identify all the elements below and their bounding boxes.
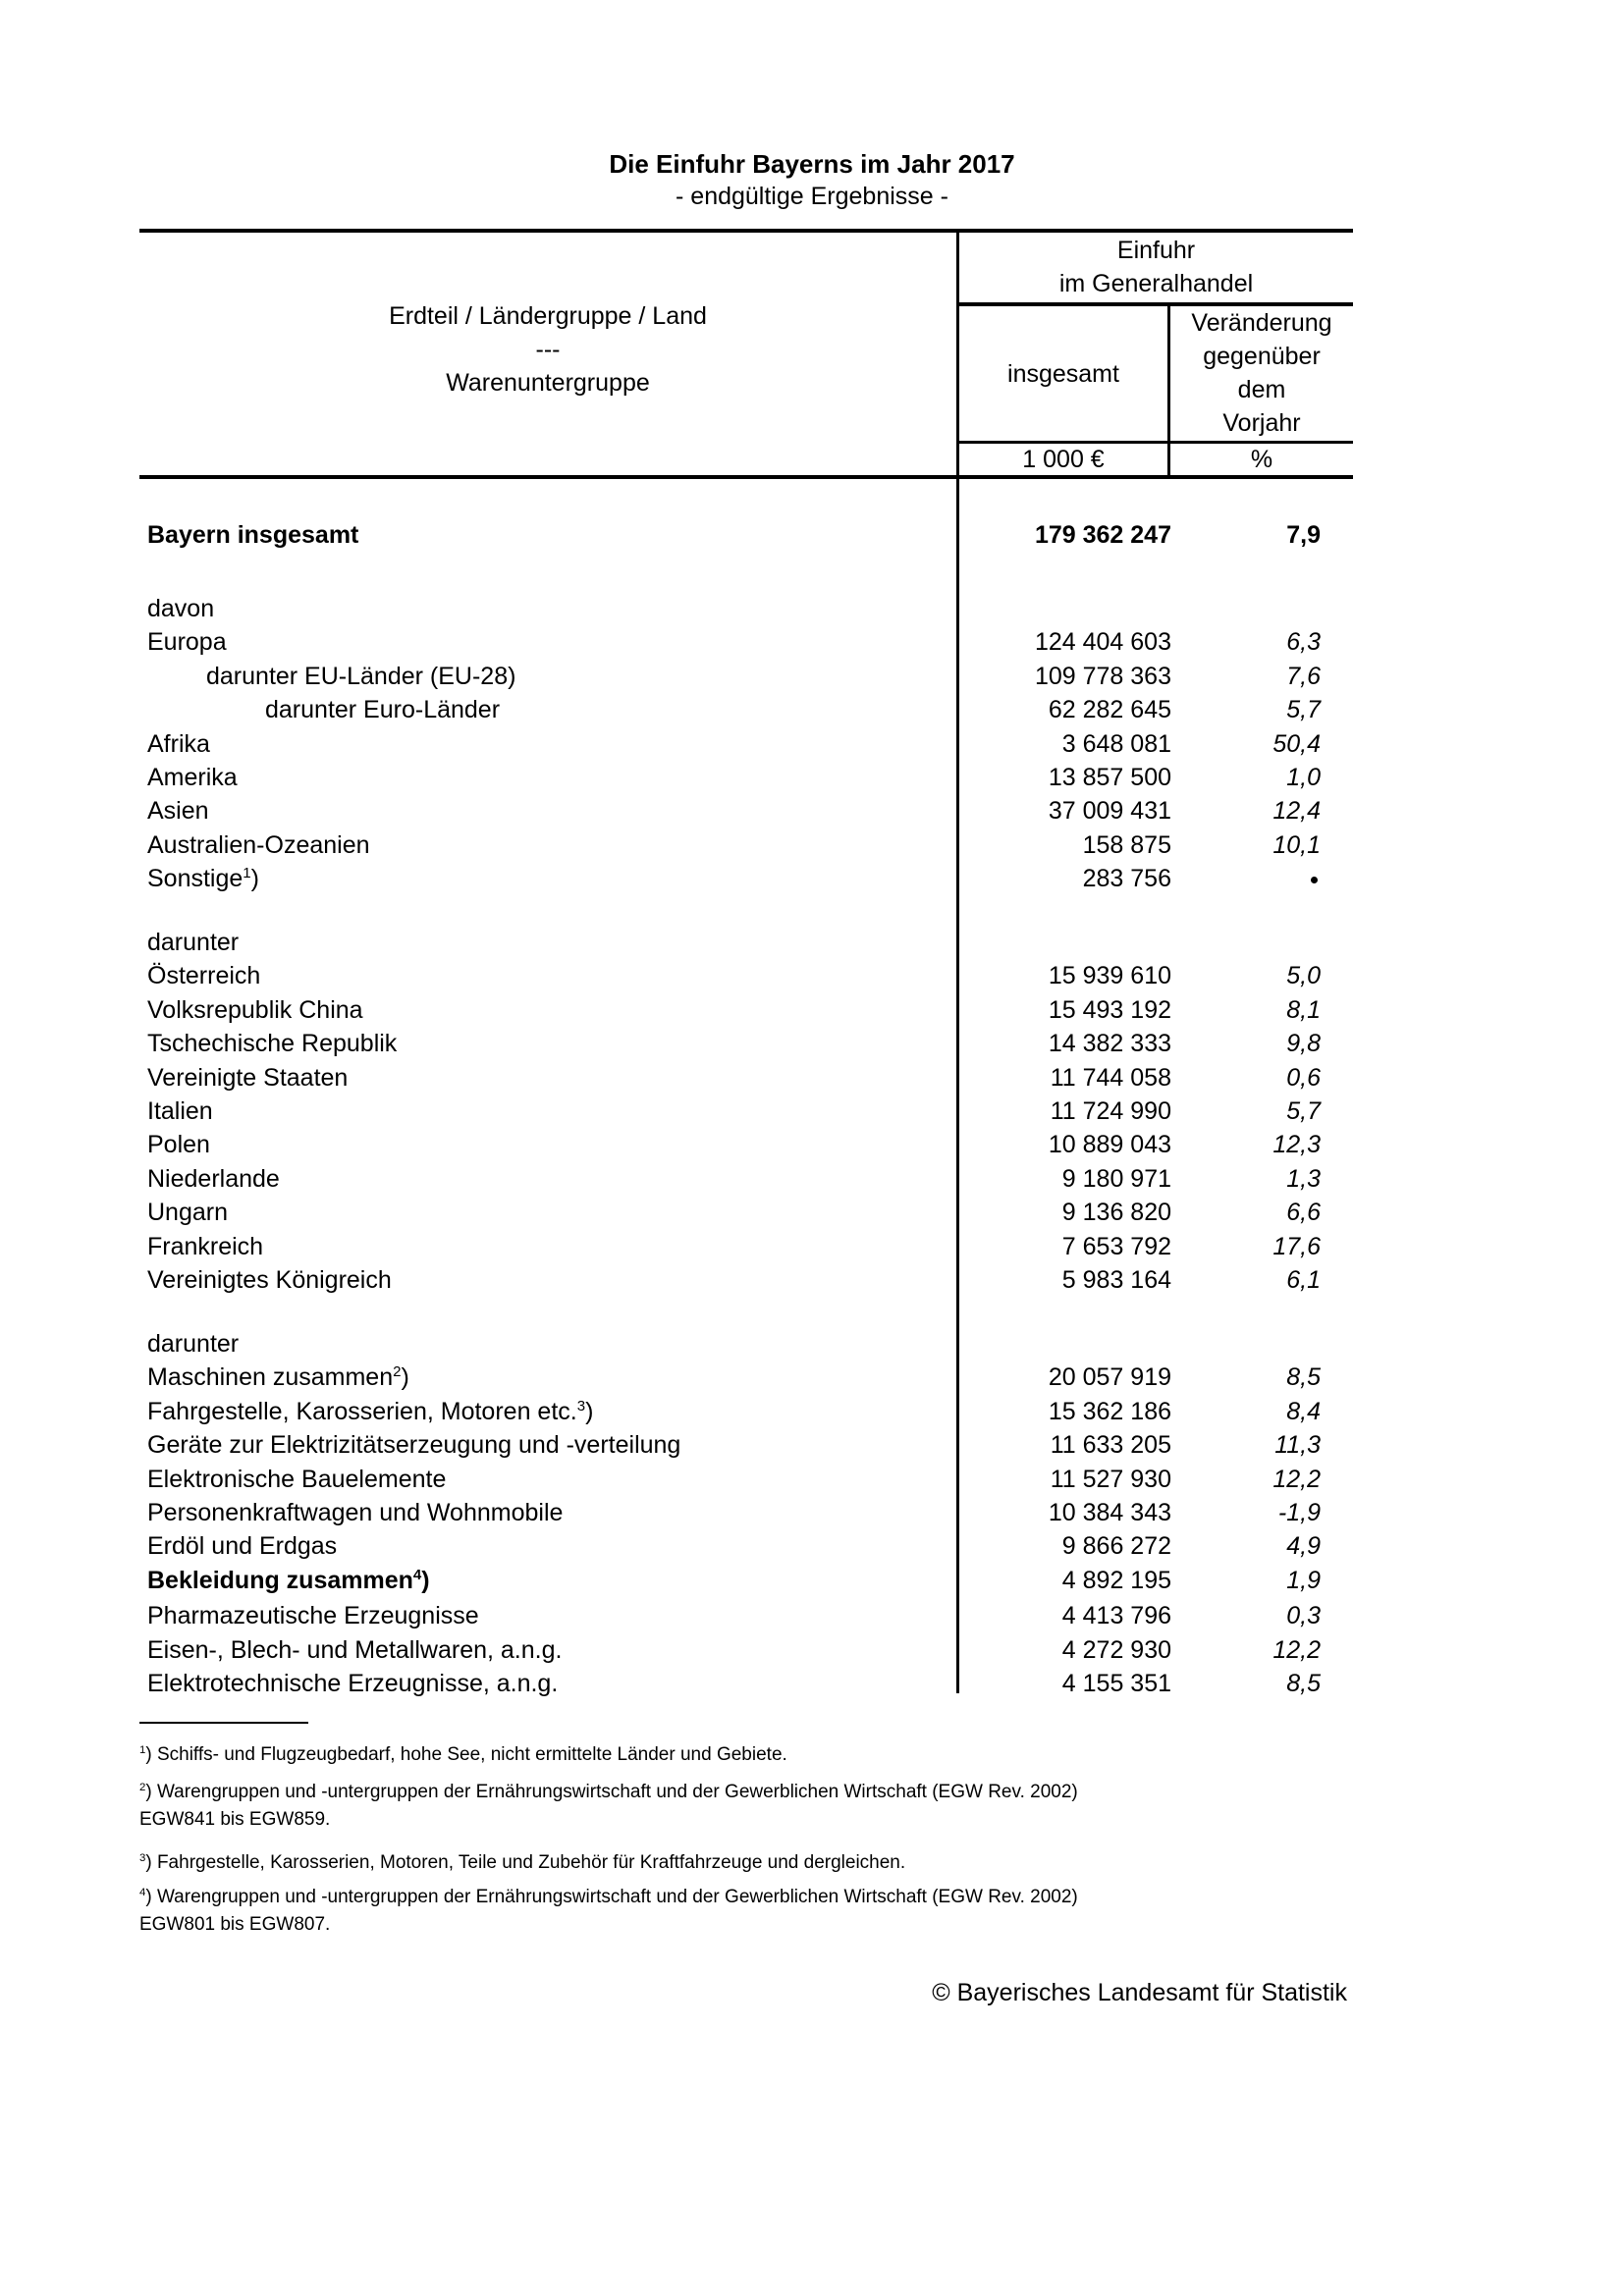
footnote-line: $^1$) Schiffs- und Flugzeugbedarf, hohe See, nicht ermittelte Länder und Gebiete.	[139, 1744, 787, 1765]
row-change: 50,4	[1272, 729, 1321, 758]
row-value: 4 272 930	[1061, 1635, 1171, 1664]
row-change: 8,1	[1286, 995, 1321, 1024]
table-row-goods	[139, 1599, 1353, 1632]
table-row-goods	[139, 1463, 1353, 1496]
row-label: Bekleidung zusammen$^4$)	[147, 1566, 430, 1594]
row-label: Australien-Ozeanien	[147, 830, 370, 859]
row-value: 7 653 792	[1061, 1232, 1171, 1260]
table-row-goods	[139, 1395, 1353, 1428]
row-label: Vereinigte Staaten	[147, 1063, 349, 1092]
header-group-line1: Einfuhr	[1116, 237, 1196, 264]
footnote-line: $^4$) Warengruppen und -untergruppen der Ernährungswirtschaft und der Gewerblichen Wirtschaft (EGW Rev. 2002)	[139, 1887, 1078, 1907]
unit-total: 1 000 €	[1022, 446, 1105, 473]
row-label: Volksrepublik China	[147, 995, 363, 1024]
row-change: 4,9	[1286, 1532, 1321, 1561]
table-row-goods	[139, 1428, 1353, 1462]
footnote-mark: 2	[393, 1363, 402, 1381]
row-label: Vereinigtes Königreich	[147, 1266, 392, 1294]
row-label: darunter	[147, 929, 240, 956]
footnote-3	[139, 1849, 905, 1877]
row-change: 6,1	[1286, 1266, 1321, 1294]
row-change: 1,3	[1286, 1164, 1321, 1193]
not-applicable-dot-icon	[1311, 877, 1318, 883]
table-row-goods	[139, 1667, 1353, 1700]
table-row-country	[139, 1095, 1353, 1128]
row-value: 15 362 186	[1048, 1397, 1171, 1425]
table-row-continent	[139, 625, 1353, 659]
footnote-2	[139, 1779, 1078, 1834]
row-label: Sonstige$^1$)	[147, 865, 259, 893]
row-value: 11 527 930	[1050, 1465, 1171, 1493]
table-row-country	[139, 1162, 1353, 1196]
header-col-change-line1: Veränderung	[1191, 309, 1332, 337]
row-label: Bayern insgesamt	[147, 521, 359, 549]
row-value: 158 875	[1082, 830, 1171, 859]
row-value: 4 892 195	[1061, 1566, 1171, 1594]
header-group-line2: im Generalhandel	[1058, 270, 1254, 297]
row-label: Frankreich	[147, 1232, 264, 1260]
header-col-change	[1170, 306, 1353, 440]
row-change: 12,4	[1272, 797, 1321, 826]
row-label: Elektrotechnische Erzeugnisse, a.n.g.	[147, 1670, 559, 1697]
header-group	[959, 234, 1353, 300]
row-change: 0,6	[1286, 1063, 1321, 1092]
footnote-line: $^3$) Fahrgestelle, Karosserien, Motoren, Teile und Zubehör für Kraftfahrzeuge und dergleichen.	[139, 1852, 906, 1873]
row-change: 6,3	[1286, 628, 1321, 657]
header-row-label-line3: Warenuntergruppe	[446, 369, 650, 397]
table-row-country	[139, 1196, 1353, 1229]
table-row-continent	[139, 862, 1353, 895]
row-label: Erdöl und Erdgas	[147, 1532, 338, 1561]
table-row-goods	[139, 1564, 1353, 1597]
row-value: 3 648 081	[1061, 729, 1171, 758]
row-label: Europa	[147, 628, 227, 657]
row-value: 11 724 990	[1050, 1097, 1171, 1125]
row-value: 4 155 351	[1061, 1670, 1171, 1697]
row-label: darunter EU-Länder (EU-28)	[206, 662, 516, 690]
row-value: 11 744 058	[1050, 1063, 1171, 1092]
table-row-continent	[139, 693, 1353, 726]
table-row-country	[139, 1230, 1353, 1263]
row-value: 62 282 645	[1048, 696, 1171, 724]
table-row-continent	[139, 828, 1353, 862]
footnote-mark: 1	[139, 1744, 146, 1757]
row-change: 6,6	[1286, 1199, 1321, 1227]
section-intro	[139, 592, 1353, 625]
row-label: Polen	[147, 1131, 210, 1159]
row-change: 12,3	[1272, 1131, 1321, 1159]
row-label: Pharmazeutische Erzeugnisse	[147, 1602, 479, 1630]
table-row-country	[139, 1263, 1353, 1297]
footnote-mark: 4	[139, 1887, 146, 1899]
row-change: 5,7	[1286, 1097, 1321, 1125]
row-label: Ungarn	[147, 1199, 228, 1227]
section-intro	[139, 1327, 1353, 1361]
section-intro	[139, 926, 1353, 959]
header-col-change-line3: dem	[1237, 376, 1286, 403]
table-row-country	[139, 1128, 1353, 1161]
header-col-total: insgesamt	[1007, 360, 1119, 388]
footnote-mark: 2	[139, 1782, 146, 1794]
document-title: Die Einfuhr Bayerns im Jahr 2017	[609, 149, 1015, 179]
header-row-label	[139, 299, 956, 400]
table-row-continent	[139, 761, 1353, 794]
footnote-mark: 4	[412, 1566, 422, 1583]
row-change: 0,3	[1286, 1602, 1321, 1630]
header-row-label-line1: Erdteil / Ländergruppe / Land	[389, 302, 707, 330]
row-change: 7,9	[1286, 521, 1321, 549]
row-label: Tschechische Republik	[147, 1030, 398, 1058]
row-value: 10 889 043	[1048, 1131, 1171, 1159]
row-change: 8,5	[1286, 1363, 1321, 1392]
row-value: 11 633 205	[1050, 1431, 1171, 1460]
row-change: 7,6	[1286, 662, 1321, 690]
row-change: 12,2	[1272, 1465, 1321, 1493]
row-label: Fahrgestelle, Karosserien, Motoren etc.$^3$)	[147, 1397, 594, 1425]
row-label: davon	[147, 595, 215, 622]
row-change	[1311, 862, 1321, 895]
header-col-change-line4: Vorjahr	[1222, 409, 1301, 437]
row-value: 9 180 971	[1061, 1164, 1171, 1193]
row-value: 5 983 164	[1061, 1266, 1171, 1294]
copyright: © Bayerisches Landesamt für Statistik	[932, 1979, 1347, 2006]
row-change: 8,5	[1286, 1670, 1321, 1697]
row-value: 13 857 500	[1048, 764, 1171, 791]
row-label: darunter	[147, 1330, 240, 1358]
table-row-country	[139, 993, 1353, 1027]
footnote-line: EGW841 bis EGW859.	[139, 1809, 331, 1830]
table-row-continent	[139, 794, 1353, 828]
row-change: 10,1	[1272, 830, 1321, 859]
row-value: 37 009 431	[1048, 797, 1171, 826]
row-value: 9 866 272	[1061, 1532, 1171, 1561]
row-value: 109 778 363	[1034, 662, 1171, 690]
row-value: 124 404 603	[1034, 628, 1171, 657]
row-value: 10 384 343	[1048, 1499, 1171, 1526]
row-label: Österreich	[147, 962, 261, 990]
row-change: 1,9	[1286, 1566, 1321, 1594]
footnote-rule	[139, 1722, 308, 1724]
row-label: Geräte zur Elektrizitätserzeugung und -verteilung	[147, 1431, 681, 1460]
table-row-continent	[139, 660, 1353, 693]
table-row-goods	[139, 1529, 1353, 1563]
row-change: 5,7	[1286, 696, 1321, 724]
table-row-goods	[139, 1633, 1353, 1667]
footnote-mark: 3	[139, 1852, 146, 1865]
row-change: 5,0	[1286, 962, 1321, 990]
table-row-goods	[139, 1496, 1353, 1529]
row-value: 15 939 610	[1048, 962, 1171, 990]
row-label: Amerika	[147, 764, 238, 791]
row-label: Eisen-, Blech- und Metallwaren, a.n.g.	[147, 1635, 563, 1664]
row-label: Elektronische Bauelemente	[147, 1465, 447, 1493]
row-change: 11,3	[1274, 1431, 1321, 1460]
row-value: 4 413 796	[1061, 1602, 1171, 1630]
row-label: Maschinen zusammen$^2$)	[147, 1363, 409, 1392]
unit-change: %	[1250, 446, 1273, 473]
row-value: 15 493 192	[1048, 995, 1171, 1024]
row-label: Niederlande	[147, 1164, 280, 1193]
footnote-line: EGW801 bis EGW807.	[139, 1914, 331, 1935]
table-row-goods	[139, 1361, 1353, 1394]
footnote-1	[139, 1741, 787, 1769]
footnote-mark: 3	[576, 1397, 586, 1415]
row-value: 14 382 333	[1048, 1030, 1171, 1058]
footnote-4	[139, 1884, 1078, 1939]
row-change: -1,9	[1277, 1499, 1321, 1526]
row-value: 9 136 820	[1061, 1199, 1171, 1227]
row-change: 1,0	[1286, 764, 1321, 791]
row-change: 17,6	[1272, 1232, 1321, 1260]
footnote-mark: 1	[243, 865, 251, 882]
row-value: 179 362 247	[1034, 521, 1171, 549]
row-label: Personenkraftwagen und Wohnmobile	[147, 1499, 564, 1526]
table-row-continent	[139, 727, 1353, 761]
table-row-country	[139, 1061, 1353, 1095]
table-row-total	[139, 518, 1353, 552]
table-row-country	[139, 1027, 1353, 1060]
row-label: Afrika	[147, 729, 210, 758]
row-label: Italien	[147, 1097, 213, 1125]
table-row-country	[139, 959, 1353, 992]
row-label: darunter Euro-Länder	[265, 696, 501, 724]
document-subtitle: - endgültige Ergebnisse -	[676, 183, 948, 210]
row-label: Asien	[147, 797, 209, 826]
row-change: 9,8	[1286, 1030, 1321, 1058]
header-col-change-line2: gegenüber	[1203, 343, 1321, 370]
row-change: 12,2	[1272, 1635, 1321, 1664]
header-row-label-line2: ---	[535, 336, 561, 363]
row-value: 20 057 919	[1048, 1363, 1171, 1392]
row-value: 283 756	[1082, 865, 1171, 893]
row-change: 8,4	[1286, 1397, 1321, 1425]
table-top-rule	[139, 229, 1353, 233]
footnote-line: $^2$) Warengruppen und -untergruppen der Ernährungswirtschaft und der Gewerblichen Wirtschaft (EGW Rev. 2002)	[139, 1782, 1078, 1802]
